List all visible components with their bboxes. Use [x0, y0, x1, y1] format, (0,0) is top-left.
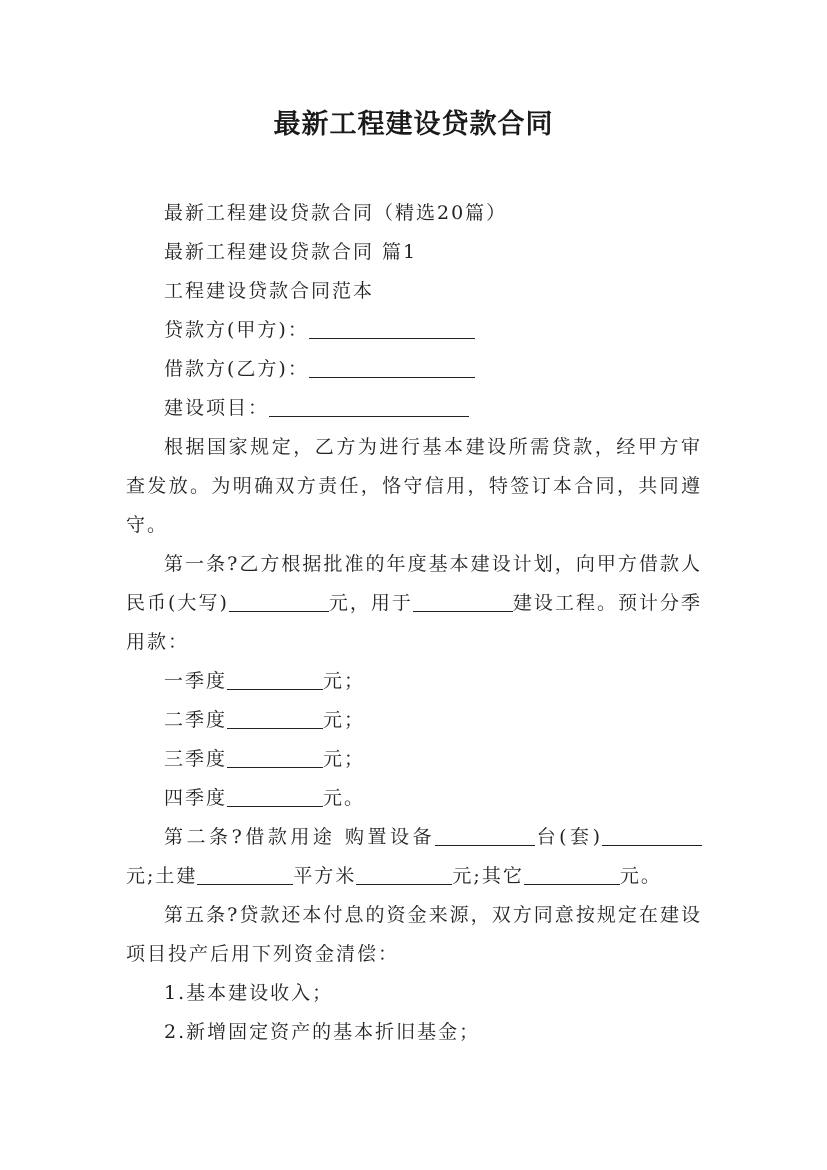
article-2-text-c: 元;土建	[126, 865, 198, 887]
intro-paragraph: 根据国家规定，乙方为进行基本建设所需贷款，经甲方审查发放。为明确双方责任，恪守信用，特签订本合同，共同遵守。	[126, 436, 702, 536]
quarter-3-line	[126, 740, 702, 779]
list-item-2: 2.新增固定资产的基本折旧基金；	[164, 1021, 481, 1043]
construction-amount-blank	[356, 863, 452, 885]
lender-blank	[309, 317, 475, 339]
quarter-4-line	[126, 779, 702, 818]
quarter-4-blank	[227, 785, 323, 807]
quarter-1-blank	[227, 668, 323, 690]
contract-template-heading: 工程建设贷款合同范本	[164, 280, 375, 302]
borrower-line	[126, 350, 702, 389]
quarter-2-line	[126, 701, 702, 740]
amount-blank	[229, 590, 329, 612]
quarter-3-unit: 元；	[323, 748, 366, 770]
quarter-1-label: 一季度	[164, 670, 228, 692]
article-2-text-f: 元。	[619, 865, 662, 887]
article-2-text-a: 第二条?借款用途 购置设备	[164, 826, 436, 848]
quarter-1-unit: 元；	[323, 670, 366, 692]
other-amount-blank	[524, 863, 620, 885]
article-2-text-d: 平方米	[293, 865, 357, 887]
article-2-text-b: 台(套)	[535, 826, 602, 848]
construction-area-blank	[197, 863, 293, 885]
article-1-text-b: 元，用于	[328, 592, 413, 614]
borrower-blank	[309, 356, 475, 378]
article-2-text-e: 元;其它	[452, 865, 524, 887]
document-title: 最新工程建设贷款合同	[273, 109, 554, 140]
project-blank	[269, 395, 469, 417]
article-1-text-a: 第一条?乙方根据批准的年度基本建设计划，向甲方借款人民币(大写)	[126, 553, 702, 614]
article-2	[126, 818, 702, 896]
quarter-2-label: 二季度	[164, 709, 228, 731]
document-body	[126, 194, 702, 1052]
quarter-4-unit: 元。	[323, 787, 366, 809]
article-5: 第五条?贷款还本付息的资金来源，双方同意按规定在建设项目投产后用下列资金清偿：	[126, 904, 702, 965]
article-1	[126, 545, 702, 662]
chapter-heading: 最新工程建设贷款合同 篇1	[164, 241, 418, 263]
project-label: 建设项目：	[164, 397, 270, 419]
lender-label: 贷款方(甲方)：	[164, 319, 309, 341]
usage-blank	[413, 590, 513, 612]
borrower-label: 借款方(乙方)：	[164, 358, 309, 380]
article-1-text-c: 建设工程。预计分季用款：	[126, 592, 702, 653]
quarter-3-label: 三季度	[164, 748, 228, 770]
quarter-2-unit: 元；	[323, 709, 366, 731]
quarter-4-label: 四季度	[164, 787, 228, 809]
project-line	[126, 389, 702, 428]
equipment-amount-blank	[602, 824, 702, 846]
quarter-1-line	[126, 662, 702, 701]
list-item-1: 1.基本建设收入；	[164, 982, 334, 1004]
quarter-2-blank	[227, 707, 323, 729]
equipment-blank	[435, 824, 535, 846]
subtitle-line: 最新工程建设贷款合同（精选20篇）	[164, 202, 508, 224]
quarter-3-blank	[227, 746, 323, 768]
lender-line	[126, 311, 702, 350]
